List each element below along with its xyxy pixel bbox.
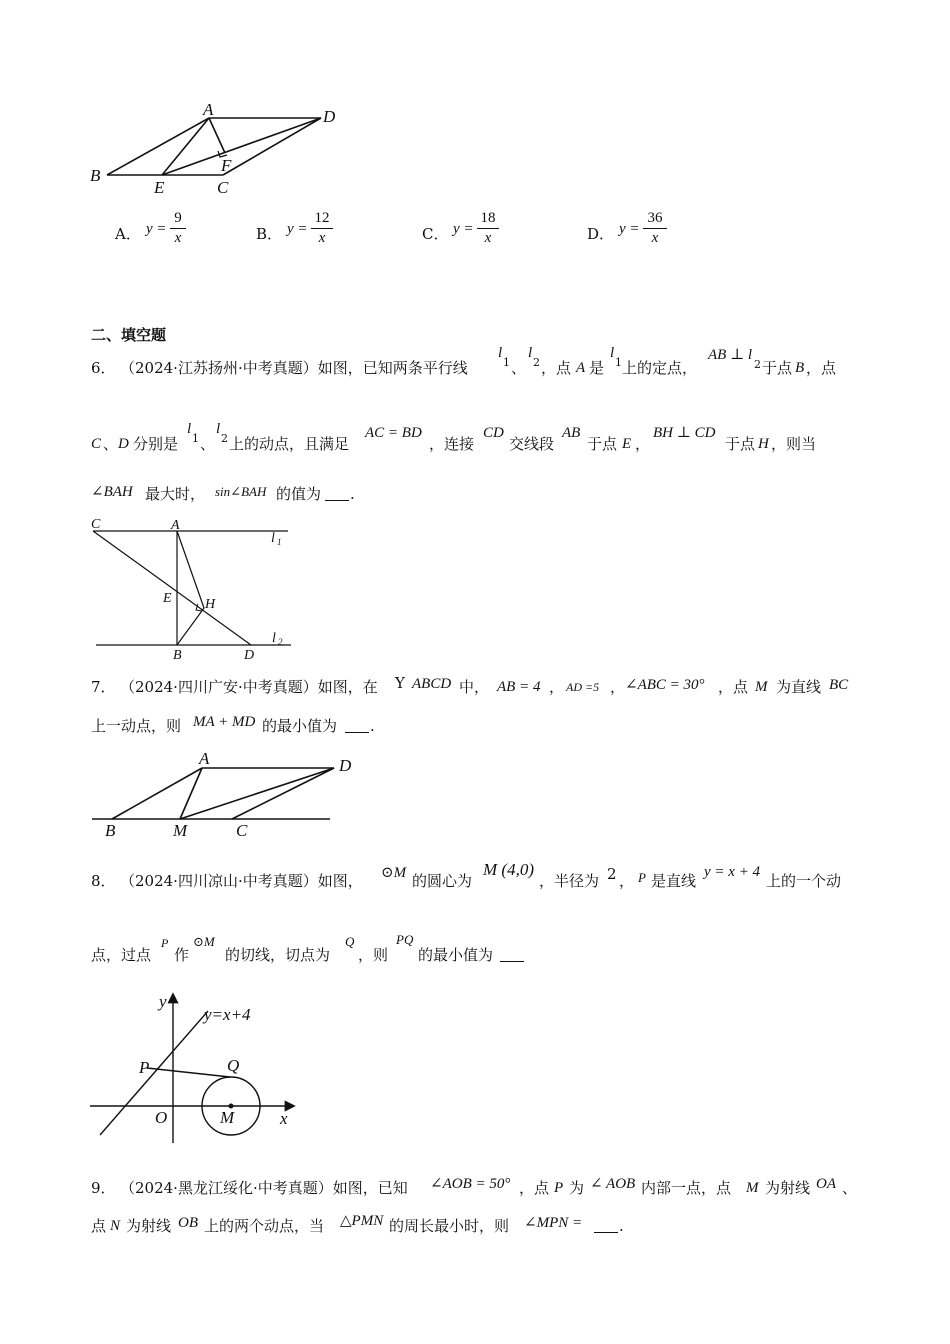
q6-t5: ，点 (806, 359, 837, 377)
q6-line2-f: ， (635, 435, 651, 453)
q9-t3: 内部一点，点 (641, 1179, 732, 1197)
segment-af (209, 118, 225, 153)
q9-p: P (554, 1180, 564, 1196)
q7-abcd: ABCD (412, 676, 452, 692)
q8-t4: 是直线 (651, 872, 697, 890)
q7-t4: ，点 (718, 678, 749, 696)
q9-n: N (110, 1218, 121, 1234)
option-b-lhs: y = (287, 221, 308, 237)
q6-line2-sep2: 、 (200, 435, 216, 453)
q8-line2-c: 的切线，切点为 (225, 946, 331, 964)
segment-md (180, 768, 334, 819)
q8-q: Q (345, 934, 355, 949)
q6-answer-blank[interactable] (325, 486, 349, 505)
label-A: A (199, 749, 210, 768)
q9-answer-blank[interactable] (594, 1218, 618, 1237)
q9-line2-c: 上的两个动点，当 (204, 1217, 325, 1235)
option-b-fraction: 12 x (311, 210, 333, 247)
option-c-letter: C． (422, 225, 449, 243)
segment-ah (177, 531, 204, 608)
q9-t2: 为 (569, 1179, 585, 1197)
q9-line2-d: 的周长最小时，则 (389, 1217, 510, 1235)
label-H: H (205, 597, 216, 612)
q7-t5: 为直线 (776, 678, 822, 696)
q6-number: 6． (91, 359, 116, 377)
q7-ad: AD =5 (566, 680, 600, 694)
q9-ob: OB (178, 1215, 198, 1231)
q8-radius: 2 (607, 865, 617, 883)
q6-bhcd: BH ⊥ CD (653, 425, 716, 441)
label-y: y (159, 992, 167, 1011)
q6-line3-a: 最大时， (145, 485, 206, 503)
segment-cd (232, 768, 334, 819)
q6-l1b-sub: 1 (615, 356, 622, 369)
label-E: E (163, 591, 172, 606)
q9-line2-end: . (619, 1217, 624, 1235)
q6-l1c-sub: 1 (192, 432, 199, 445)
label-equation: y=x+4 (204, 1005, 251, 1024)
q8-line: y = x + 4 (704, 864, 761, 880)
option-d-fraction: 36 x (643, 210, 667, 247)
option-d-lhs: y = (619, 221, 640, 237)
q6-point-a: A (576, 360, 586, 376)
q6-line2-h: ，则当 (771, 435, 817, 453)
option-a-lhs: y = (146, 221, 167, 237)
section-title: 二、填空题 (91, 326, 167, 344)
q6-l1: l (498, 345, 503, 361)
q6-line2-c: ，连接 (429, 435, 475, 453)
q6-c: C (91, 436, 102, 452)
q8-line2-e: 的最小值为 (418, 946, 494, 964)
q9-triangle-pmn: △PMN (340, 1213, 384, 1229)
q6-source: （2024·江苏扬州·中考真题）如图，已知两条平行线 (120, 359, 468, 377)
figure-q6-parallel-lines (85, 512, 300, 662)
figure-q8-coordinate (85, 985, 310, 1150)
q6-cd: CD (483, 425, 504, 441)
q6-line2-d: 交线段 (509, 435, 555, 453)
q8-answer-blank[interactable] (500, 947, 524, 966)
label-D: D (244, 648, 255, 662)
q8-circle-m: ⊙M (381, 865, 407, 881)
q6-l1-b: l (610, 345, 615, 361)
label-E: E (154, 178, 165, 197)
q6-l2: l (528, 345, 533, 361)
q9-angle-aob2: ∠ AOB (590, 1176, 636, 1192)
q6-l1-sub: 1 (503, 356, 510, 369)
label-O: O (155, 1108, 168, 1127)
label-M: M (220, 1108, 235, 1127)
q6-point-h: H (758, 436, 769, 452)
q6-l2c-sub: 2 (221, 432, 228, 445)
label-B: B (105, 821, 116, 840)
q6-line2-g: 于点 (725, 435, 756, 453)
segment-bh (177, 608, 204, 645)
label-l2: l (272, 631, 276, 646)
segment-pq (147, 1068, 230, 1077)
q8-t1: 的圆心为 (412, 872, 473, 890)
q6-sin: sin∠BAH (215, 484, 267, 499)
q8-circle-m2: ⊙M (193, 934, 215, 949)
segment-ba (112, 768, 202, 819)
option-c-fraction: 18 x (477, 210, 499, 247)
q6-l2-sub: 2 (533, 356, 540, 369)
segment-cd (223, 118, 321, 175)
q8-t2: ，半径为 (539, 872, 600, 890)
q9-oa: OA (816, 1176, 836, 1192)
q7-line2-b: 的最小值为 (262, 717, 338, 735)
segment-cd (93, 531, 251, 645)
q7-t2: ， (549, 678, 565, 696)
option-a-letter: A． (115, 225, 141, 243)
label-D: D (323, 107, 336, 126)
q6-line3-end: . (350, 485, 355, 503)
label-B: B (173, 648, 182, 662)
q7-ab: AB = 4 (497, 679, 541, 695)
label-C: C (236, 821, 248, 840)
q8-p2: P (161, 936, 169, 950)
q8-t5: 上的一个动 (766, 872, 842, 890)
q6-sep: 、 (511, 359, 527, 377)
q8-t3: ， (619, 872, 635, 890)
option-c-lhs: y = (453, 221, 474, 237)
q7-expr: MA + MD (193, 714, 256, 730)
q6-angle-bah: ∠BAH (91, 484, 133, 500)
q7-number: 7． (91, 678, 116, 696)
q7-m: M (755, 679, 768, 695)
q8-line2-b: 作 (174, 946, 190, 964)
q9-t4: 为射线 (765, 1179, 811, 1197)
q7-t3: ， (610, 678, 626, 696)
q6-point-b: B (795, 360, 805, 376)
q6-line2-b: 上的动点，且满足 (229, 435, 350, 453)
q6-perp: AB ⊥ l (708, 347, 753, 363)
q8-center: M (4,0) (483, 860, 534, 879)
segment-ba (107, 118, 209, 175)
q7-answer-blank[interactable] (345, 718, 369, 737)
q6-t1: ，点 (541, 359, 572, 377)
label-A: A (203, 100, 214, 119)
option-b-letter: B． (256, 225, 283, 243)
q8-p: P (638, 870, 646, 885)
q6-eq: AC = BD (365, 425, 422, 441)
q8-source: （2024·四川凉山·中考真题）如图， (120, 872, 363, 890)
figure-q7-parallelogram (85, 748, 365, 843)
q6-line2-sep: 、 (103, 435, 119, 453)
q8-pq: PQ (396, 932, 414, 947)
label-x: x (280, 1109, 288, 1128)
q6-line2-a: 分别是 (133, 435, 179, 453)
q6-ab: AB (562, 425, 581, 441)
q9-line2-b: 为射线 (126, 1217, 172, 1235)
label-l1-sub: 1 (277, 537, 282, 547)
q9-line2-a: 点 (91, 1217, 107, 1235)
label-C: C (217, 178, 229, 197)
q9-angle-aob: ∠AOB = 50° (430, 1176, 511, 1192)
option-d-letter: D． (587, 225, 615, 243)
label-l2-sub: 2 (278, 637, 283, 647)
q6-t3: 上的定点， (622, 359, 698, 377)
label-F: F (221, 156, 232, 175)
label-C: C (91, 517, 101, 532)
label-B: B (90, 166, 101, 185)
q6-d: D (118, 436, 129, 452)
q6-point-e: E (622, 436, 632, 452)
q6-t4: 于点 (762, 359, 793, 377)
q8-number: 8． (91, 872, 116, 890)
q9-m: M (746, 1180, 759, 1196)
label-P: P (139, 1058, 150, 1077)
q7-line2-a: 上一动点，则 (91, 717, 182, 735)
q9-t1: ，点 (519, 1179, 550, 1197)
label-D: D (339, 756, 352, 775)
figure-q5-parallelogram (85, 95, 355, 200)
q9-t5: 、 (842, 1179, 858, 1197)
q7-line2-end: . (370, 717, 375, 735)
q7-para-symbol: Y (395, 674, 405, 692)
q7-bc: BC (829, 677, 849, 693)
q6-line2-e: 于点 (587, 435, 618, 453)
option-a-fraction: 9 x (170, 210, 186, 247)
q8-line2-a: 点，过点 (91, 946, 152, 964)
label-Q: Q (227, 1056, 240, 1075)
label-A: A (171, 518, 180, 533)
q6-l1-c: l (187, 421, 192, 437)
label-M: M (173, 821, 188, 840)
q7-source: （2024·四川广安·中考真题）如图，在 (120, 678, 378, 696)
label-l1: l (271, 531, 275, 546)
q9-source: （2024·黑龙江绥化·中考真题）如图，已知 (120, 1179, 408, 1197)
q6-l2-c: l (216, 421, 221, 437)
q8-line2-d: ，则 (358, 946, 389, 964)
q7-angle-abc: ∠ABC = 30° (625, 677, 705, 693)
q9-number: 9． (91, 1179, 116, 1197)
q7-t1: 中， (459, 678, 490, 696)
q6-t2: 是 (589, 359, 605, 377)
q9-angle-mpn: ∠MPN = (524, 1215, 583, 1231)
q6-perp-sub: 2 (754, 358, 761, 371)
q6-line3-b: 的值为 (276, 485, 322, 503)
segment-am (180, 768, 202, 819)
